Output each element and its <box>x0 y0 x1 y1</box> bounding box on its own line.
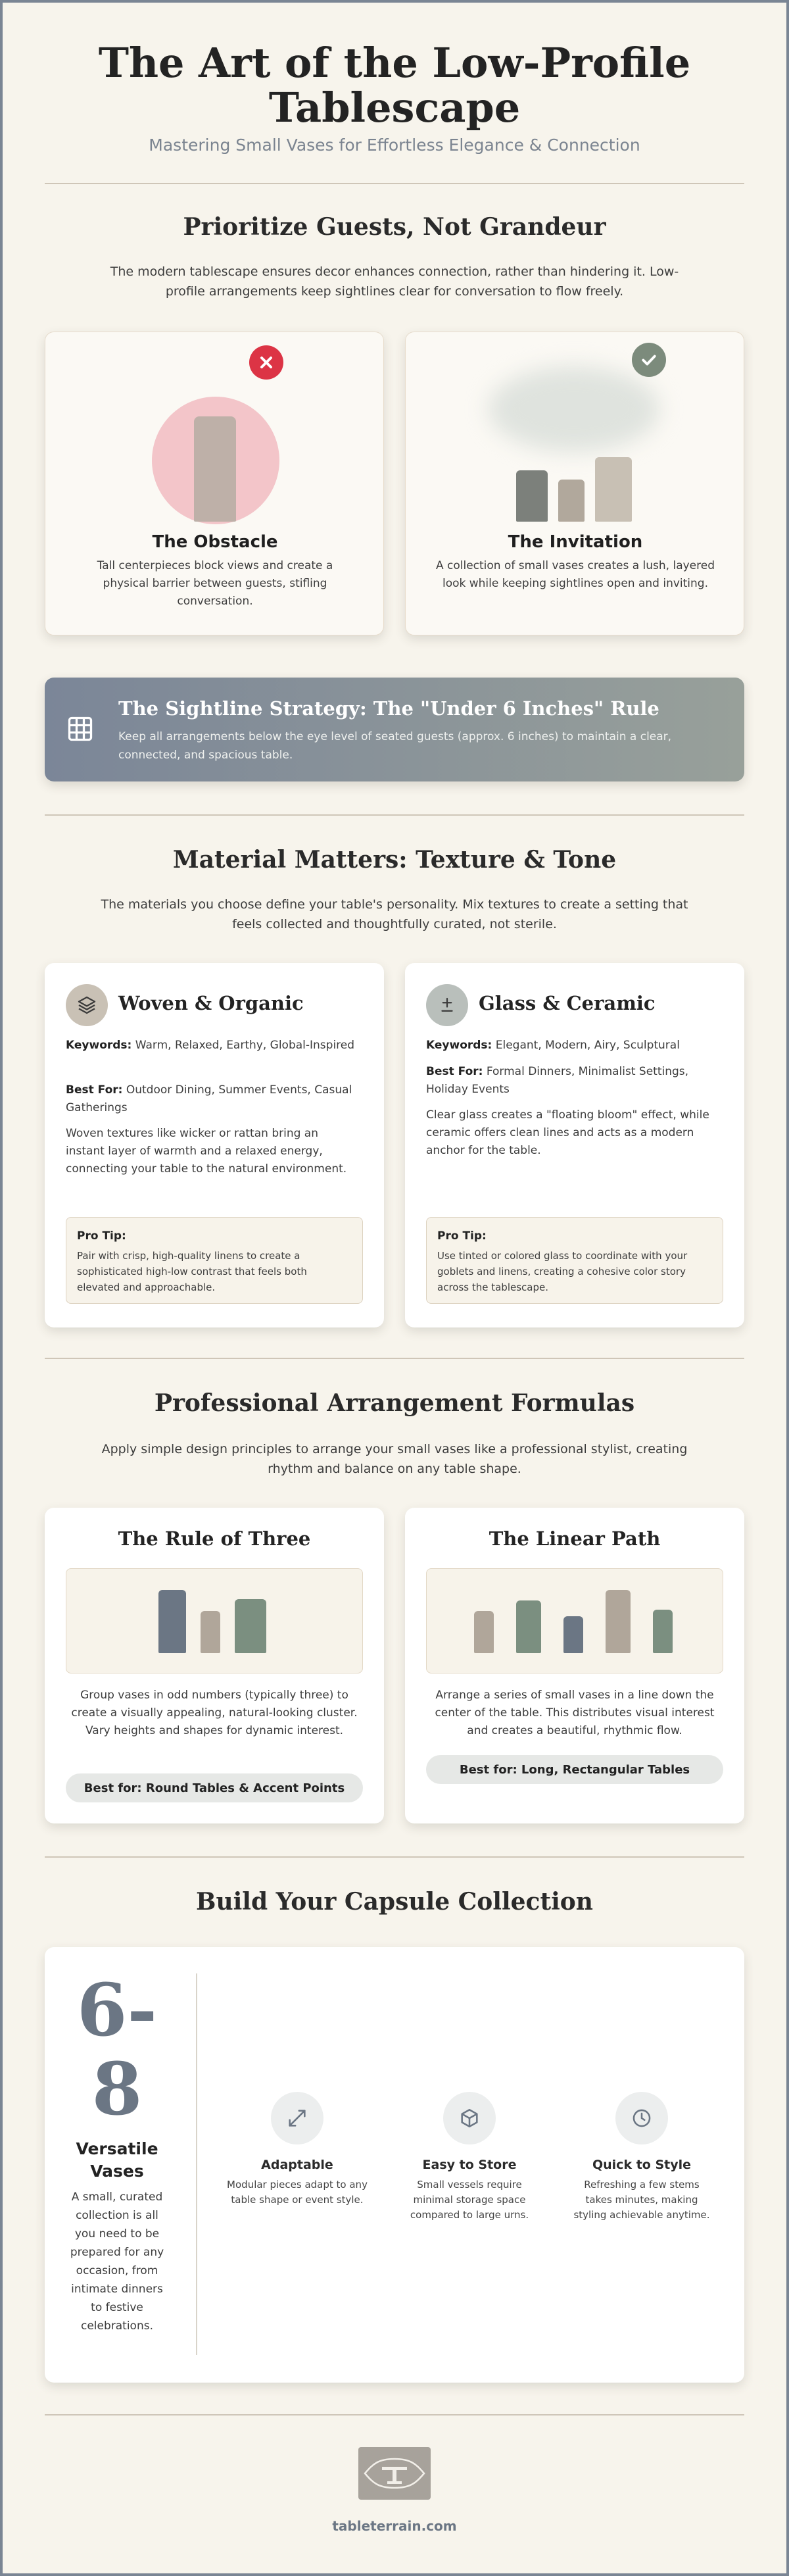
section-title-materials: Material Matters: Texture & Tone <box>172 846 617 874</box>
check-mark-icon <box>632 343 666 377</box>
vase-shape <box>235 1599 266 1653</box>
vase-shape <box>606 1590 631 1653</box>
capsule-count-desc: A small, curated collection is all you need to be prepared for any occasion, from intimate dinners to festive celebrations. <box>70 2191 164 2333</box>
woven-best-for: Best For: Outdoor Dining, Summer Events, Casual Gatherings <box>66 1083 352 1114</box>
expand-arrows-icon <box>271 2092 323 2144</box>
feature-desc-quick-to-style: Refreshing a few stems takes minutes, making styling achievable anytime. <box>573 2179 710 2221</box>
footer-site[interactable]: tableterrain.com <box>332 2518 457 2534</box>
vase-shape <box>201 1611 220 1653</box>
divider <box>45 814 744 816</box>
glass-keywords: Keywords: Elegant, Modern, Airy, Sculptural <box>426 1039 680 1052</box>
vase-shape <box>653 1610 673 1653</box>
small-vase-shape <box>558 480 585 522</box>
open-sightline-cloud <box>489 366 659 452</box>
capsule-card <box>45 1947 744 2383</box>
layers-icon <box>66 984 108 1026</box>
glass-pro-tip: Pro Tip: Use tinted or colored glass to coordinate with your goblets and linens, creating a cohesive color story across the tablescape. <box>426 1217 723 1304</box>
glass-desc: Clear glass creates a "floating bloom" effect, while ceramic offers clean lines and acts as a modern anchor for the table. <box>426 1108 709 1157</box>
invitation-title: The Invitation <box>508 532 643 552</box>
clock-icon <box>615 2092 668 2144</box>
obstacle-card <box>45 332 384 635</box>
vase-shape <box>158 1590 186 1653</box>
woven-title: Woven & Organic <box>118 992 304 1014</box>
glass-best-for: Best For: Formal Dinners, Minimalist Settings, Holiday Events <box>426 1065 689 1096</box>
feature-title-quick-to-style: Quick to Style <box>592 2158 691 2172</box>
obstacle-title: The Obstacle <box>152 532 278 552</box>
rule-of-three-desc: Group vases in odd numbers (typically three) to create a visually appealing, natural-looking cluster. Vary heights and shapes for dynamic interest. <box>71 1689 358 1737</box>
section-title-formulas: Professional Arrangement Formulas <box>154 1389 635 1417</box>
page-title: The Art of the Low-Profile Tablescape <box>98 39 691 132</box>
vase-shape <box>563 1616 583 1653</box>
woven-keywords: Keywords: Warm, Relaxed, Earthy, Global-Inspired <box>66 1039 355 1052</box>
capsule-count-top: 6- <box>76 1968 158 2052</box>
x-mark-icon <box>249 345 283 380</box>
feature-desc-adaptable: Modular pieces adapt to any table shape or event style. <box>227 2179 368 2206</box>
capsule-divider <box>196 1973 197 2355</box>
sightline-banner <box>45 678 744 781</box>
linear-path-desc: Arrange a series of small vases in a line down the center of the table. This distributes visual interest and creates a beautiful, rhythmic flow. <box>435 1689 715 1737</box>
table-logo-icon <box>358 2447 431 2500</box>
page-subtitle: Mastering Small Vases for Effortless Elegance & Connection <box>149 136 640 155</box>
linear-path-card <box>405 1508 744 1823</box>
banner-title: The Sightline Strategy: The "Under 6 Inches" Rule <box>118 697 659 720</box>
section-title-guests: Prioritize Guests, Not Grandeur <box>183 213 606 241</box>
woven-card <box>45 963 384 1327</box>
grid-icon <box>66 714 95 746</box>
banner-desc: Keep all arrangements below the eye level of seated guests (approx. 6 inches) to maintain a clear, connected, and spacious table. <box>118 730 672 762</box>
section-intro-formulas: Apply simple design principles to arrange your small vases like a professional stylist, creating rhythm and balance on any table shape. <box>101 1442 688 1476</box>
glass-card <box>405 963 744 1327</box>
feature-title-easy-to-store: Easy to Store <box>422 2158 517 2172</box>
page <box>3 3 786 2573</box>
feature-desc-easy-to-store: Small vessels require minimal storage space compared to large urns. <box>410 2179 529 2221</box>
tall-vase-shape <box>194 416 236 522</box>
section-intro-guests: The modern tablescape ensures decor enhances connection, rather than hindering it. Low-profile arrangements keep sightlines clear for conversation to flow freely. <box>110 264 679 299</box>
box-icon <box>443 2092 496 2144</box>
rule-of-three-card <box>45 1508 384 1823</box>
vase-shape <box>516 1600 541 1653</box>
divider <box>45 1856 744 1858</box>
rule-of-three-title: The Rule of Three <box>118 1527 311 1550</box>
linear-path-demo <box>426 1568 723 1673</box>
small-vase-shape <box>516 470 548 522</box>
rule-of-three-best-for: Best for: Round Tables & Accent Points <box>66 1773 363 1802</box>
glass-title: Glass & Ceramic <box>479 992 656 1014</box>
invitation-desc: A collection of small vases creates a lush, layered look while keeping sightlines open and inviting. <box>435 559 715 590</box>
rule-of-three-demo <box>66 1568 363 1673</box>
obstacle-desc: Tall centerpieces block views and create a physical barrier between guests, stifling conversation. <box>97 559 333 608</box>
small-vase-shape <box>595 457 632 522</box>
divider <box>45 183 744 184</box>
vase-shape <box>474 1611 494 1653</box>
section-title-capsule: Build Your Capsule Collection <box>196 1888 593 1916</box>
linear-path-title: The Linear Path <box>489 1527 661 1550</box>
linear-path-best-for: Best for: Long, Rectangular Tables <box>426 1755 723 1784</box>
woven-desc: Woven textures like wicker or rattan bring an instant layer of warmth and a relaxed energy, connecting your table to the natural environment. <box>66 1127 347 1176</box>
capsule-count-bottom: 8 <box>91 2046 143 2131</box>
feature-title-adaptable: Adaptable <box>261 2158 333 2172</box>
woven-pro-tip: Pro Tip: Pair with crisp, high-quality linens to create a sophisticated high-low contrast that feels both elevated and approachable. <box>66 1217 363 1304</box>
plus-minus-icon <box>426 984 468 1026</box>
divider <box>45 2414 744 2415</box>
divider <box>45 1358 744 1359</box>
capsule-count-label: Versatile Vases <box>76 2139 158 2181</box>
section-intro-materials: The materials you choose define your table's personality. Mix textures to create a setting that feels collected and thoughtfully curated, not sterile. <box>101 897 688 931</box>
invitation-card <box>405 332 744 635</box>
